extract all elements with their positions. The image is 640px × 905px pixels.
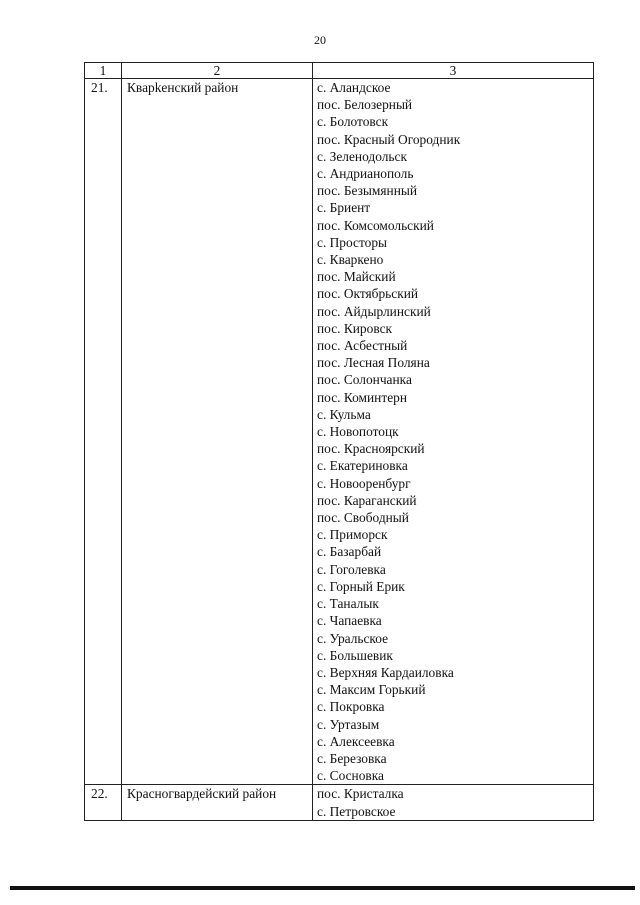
settlements-list: [313, 785, 594, 820]
settlement-item: пос. Солончанка: [317, 372, 412, 388]
settlement-item: пос. Майский: [317, 269, 396, 285]
settlement-item: с. Андрианополь: [317, 166, 414, 182]
settlement-item: с. Большевик: [317, 647, 393, 663]
page-number: 20: [314, 33, 326, 47]
settlement-item: с. Зеленодольск: [317, 148, 407, 164]
settlement-item: пос. Красноярский: [317, 441, 425, 457]
settlement-item: с. Екатериновка: [317, 458, 408, 474]
settlement-item: с. Уртазым: [317, 716, 380, 732]
settlement-item: пос. Кировск: [317, 320, 393, 336]
settlement-item: с. Горный Ерик: [317, 578, 405, 594]
settlement-item: с. Чапаевка: [317, 613, 382, 629]
footer-rule: [10, 886, 635, 890]
settlement-item: с. Кульма: [317, 406, 371, 422]
settlement-item: пос. Айдырлинский: [317, 303, 431, 319]
settlement-item: пос. Красный Огородник: [317, 131, 461, 147]
settlements-table: [84, 62, 594, 821]
settlement-item: с. Болотовск: [317, 114, 389, 130]
settlement-item: с. Базарбай: [317, 544, 382, 560]
header-col-2: 2: [122, 63, 313, 79]
settlement-item: с. Новопотоцк: [317, 424, 399, 440]
settlement-item: с. Гоголевка: [317, 561, 386, 577]
settlement-item: с. Сосновка: [317, 768, 384, 784]
settlement-item: пос. Караганский: [317, 492, 417, 508]
settlement-item: пос. Кристалка: [317, 786, 404, 802]
settlement-item: с. Березовка: [317, 750, 387, 766]
settlement-item: с. Максим Горький: [317, 682, 426, 698]
settlement-item: с. Бриент: [317, 200, 371, 216]
settlement-item: с. Новооренбург: [317, 475, 411, 491]
table-header-row: [85, 63, 594, 79]
settlement-item: с. Уральское: [317, 630, 389, 646]
settlement-item: пос. Свободный: [317, 510, 409, 526]
settlement-item: пос. Комсомольский: [317, 217, 434, 233]
header-col-3: 3: [313, 63, 594, 79]
settlement-item: пос. Лесная Поляна: [317, 355, 430, 371]
settlement-item: с. Покровка: [317, 699, 385, 715]
settlement-item: с. Кваркено: [317, 252, 384, 268]
settlement-item: с. Алексеевка: [317, 733, 395, 749]
settlement-item: с. Таналык: [317, 596, 379, 612]
district-name: Кварkенский район: [122, 79, 313, 785]
settlement-item: пос. Коминтерн: [317, 389, 408, 405]
settlement-item: пос. Белозерный: [317, 97, 413, 113]
settlement-item: пос. Октябрьский: [317, 286, 419, 302]
district-name: Красногвардейский район: [122, 785, 313, 820]
settlement-item: с. Аландское: [317, 80, 391, 95]
settlement-item: пос. Асбестный: [317, 338, 408, 354]
settlement-item: с. Петровское: [317, 803, 396, 819]
header-col-1: 1: [85, 63, 122, 79]
row-number: 21.: [85, 79, 122, 785]
settlement-item: с. Приморск: [317, 527, 388, 543]
settlement-item: пос. Безымянный: [317, 183, 418, 199]
settlement-item: с. Просторы: [317, 234, 388, 250]
table-row: [85, 785, 594, 820]
settlement-item: с. Верхняя Кардаиловка: [317, 664, 454, 680]
settlements-list: [313, 79, 594, 785]
table-row: [85, 79, 594, 785]
row-number: 22.: [85, 785, 122, 820]
